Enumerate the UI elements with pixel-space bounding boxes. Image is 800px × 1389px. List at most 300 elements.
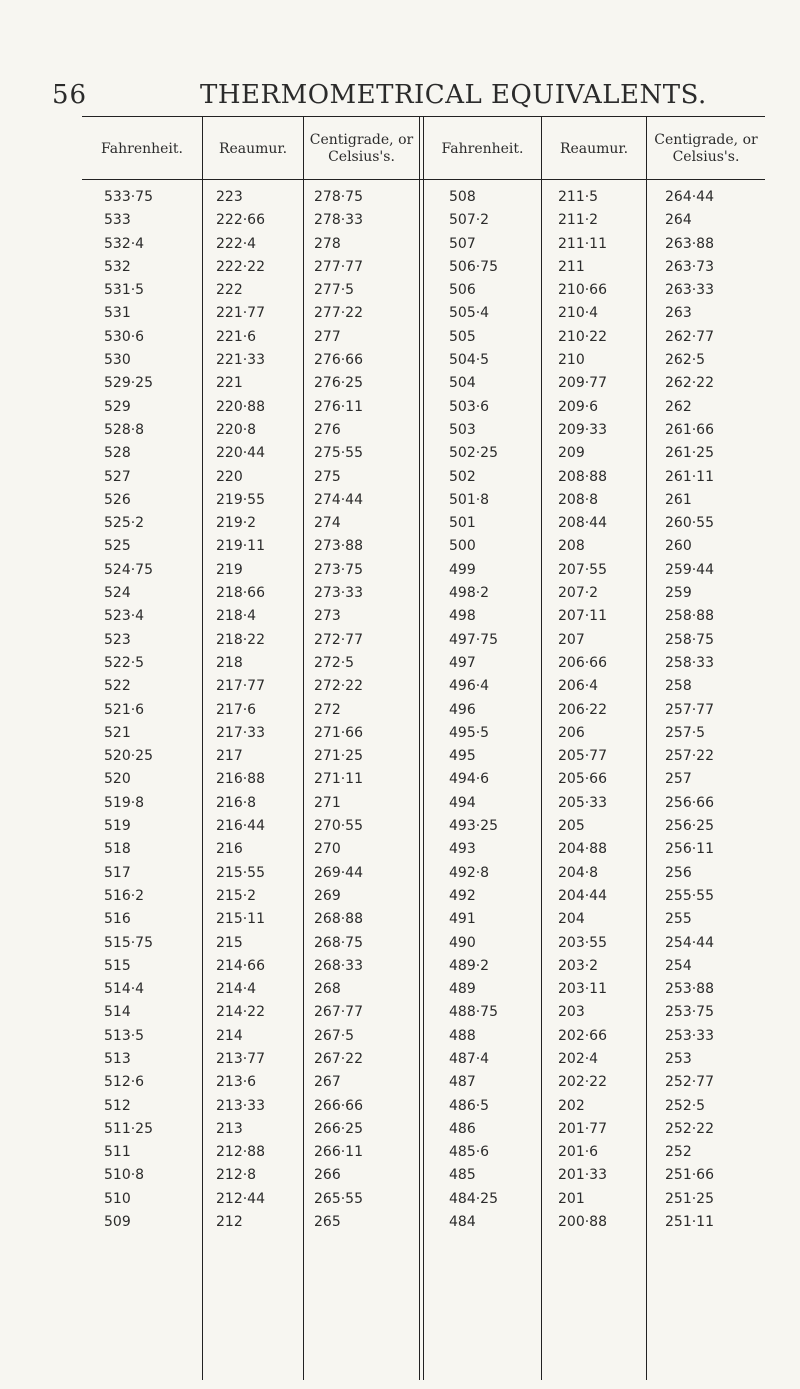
fahrenheit-cell: 531	[104, 305, 131, 322]
fahrenheit-cell: 526	[104, 491, 131, 508]
table-row	[82, 1071, 765, 1094]
fahrenheit-cell: 527	[104, 468, 131, 485]
fahrenheit-cell: 521·6	[104, 701, 145, 718]
centigrade-cell: 258·75	[665, 631, 714, 648]
fahrenheit-cell: 484·25	[449, 1190, 498, 1207]
reaumur-cell: 211·11	[558, 235, 607, 252]
centigrade-cell: 271·25	[314, 748, 363, 765]
centigrade-cell: 267·77	[314, 1004, 363, 1021]
reaumur-cell: 216·88	[216, 771, 265, 788]
fahrenheit-cell: 484	[449, 1214, 476, 1231]
centigrade-cell: 262·77	[665, 328, 714, 345]
centigrade-cell: 272·5	[314, 654, 355, 671]
fahrenheit-cell: 502·25	[449, 445, 498, 462]
fahrenheit-cell: 489·2	[449, 957, 490, 974]
fahrenheit-cell: 499	[449, 561, 476, 578]
fahrenheit-cell: 533·75	[104, 189, 153, 205]
reaumur-cell: 221·6	[216, 328, 257, 345]
fahrenheit-cell: 516·2	[104, 887, 145, 904]
fahrenheit-cell: 498·2	[449, 585, 490, 602]
fahrenheit-cell: 532	[104, 258, 131, 275]
centigrade-cell: 264	[665, 212, 692, 229]
centigrade-cell: 258·88	[665, 608, 714, 625]
reaumur-cell: 202	[558, 1097, 585, 1114]
fahrenheit-cell: 494	[449, 794, 476, 811]
reaumur-cell: 207·11	[558, 608, 607, 625]
centigrade-cell: 256	[665, 864, 692, 881]
reaumur-cell: 222·22	[216, 258, 265, 275]
fahrenheit-cell: 485	[449, 1167, 476, 1184]
fahrenheit-cell: 509	[104, 1214, 131, 1231]
fahrenheit-cell: 504·5	[449, 352, 490, 369]
fahrenheit-cell: 517	[104, 864, 131, 881]
centigrade-cell: 273·75	[314, 561, 363, 578]
fahrenheit-cell: 489	[449, 981, 476, 998]
reaumur-cell: 215	[216, 934, 243, 951]
fahrenheit-cell: 525	[104, 538, 131, 555]
running-title: THERMOMETRICAL EQUIVALENTS.	[200, 80, 707, 110]
fahrenheit-cell: 520·25	[104, 748, 153, 765]
centigrade-cell: 278·33	[314, 212, 363, 229]
centigrade-cell: 253·88	[665, 981, 714, 998]
fahrenheit-cell: 529·25	[104, 375, 153, 392]
centigrade-cell: 257·5	[665, 724, 706, 741]
centigrade-cell: 277·77	[314, 258, 363, 275]
conversion-table	[82, 116, 765, 1380]
reaumur-cell: 201	[558, 1190, 585, 1207]
fahrenheit-cell: 514·4	[104, 981, 145, 998]
reaumur-cell: 219·11	[216, 538, 265, 555]
fahrenheit-cell: 519	[104, 818, 131, 835]
reaumur-cell: 214·22	[216, 1004, 265, 1021]
table-row	[82, 862, 765, 885]
centigrade-cell: 257·77	[665, 701, 714, 718]
page-number: 56	[52, 80, 88, 110]
fahrenheit-cell: 495·5	[449, 724, 490, 741]
centigrade-cell: 263·88	[665, 235, 714, 252]
centigrade-cell: 271·66	[314, 724, 363, 741]
reaumur-cell: 212·44	[216, 1190, 265, 1207]
reaumur-cell: 220·88	[216, 398, 265, 415]
centigrade-cell: 254	[665, 957, 692, 974]
fahrenheit-cell: 500	[449, 538, 476, 555]
reaumur-cell: 201·77	[558, 1120, 607, 1137]
fahrenheit-cell: 507	[449, 235, 476, 252]
centigrade-cell: 272·22	[314, 678, 363, 695]
table-row	[82, 932, 765, 955]
centigrade-cell: 275	[314, 468, 341, 485]
fahrenheit-cell: 501	[449, 515, 476, 532]
fahrenheit-cell: 532·4	[104, 235, 145, 252]
fahrenheit-cell: 494·6	[449, 771, 490, 788]
reaumur-cell: 204·88	[558, 841, 607, 858]
fahrenheit-cell: 508	[449, 189, 476, 205]
reaumur-cell: 219	[216, 561, 243, 578]
fahrenheit-cell: 528	[104, 445, 131, 462]
centigrade-cell: 254·44	[665, 934, 714, 951]
fahrenheit-cell: 528·8	[104, 421, 145, 438]
table-row	[82, 1141, 765, 1164]
reaumur-cell: 209·6	[558, 398, 599, 415]
centigrade-cell: 269	[314, 887, 341, 904]
table-row	[82, 722, 765, 745]
centigrade-cell: 251·66	[665, 1167, 714, 1184]
table-row	[82, 745, 765, 768]
reaumur-cell: 221	[216, 375, 243, 392]
table-row	[82, 466, 765, 489]
centigrade-cell: 275·55	[314, 445, 363, 462]
fahrenheit-cell: 490	[449, 934, 476, 951]
column-header-centigrade: Centigrade, or Celsius's.	[309, 132, 414, 165]
reaumur-cell: 205	[558, 818, 585, 835]
centigrade-cell: 251·25	[665, 1190, 714, 1207]
reaumur-cell: 222·66	[216, 212, 265, 229]
fahrenheit-cell: 496·4	[449, 678, 490, 695]
fahrenheit-cell: 503	[449, 421, 476, 438]
reaumur-cell: 211·2	[558, 212, 599, 229]
table-row	[82, 699, 765, 722]
fahrenheit-cell: 530·6	[104, 328, 145, 345]
fahrenheit-cell: 523·4	[104, 608, 145, 625]
table-row	[82, 186, 765, 209]
reaumur-cell: 214·66	[216, 957, 265, 974]
table-row	[82, 1188, 765, 1211]
centigrade-cell: 252·77	[665, 1074, 714, 1091]
centigrade-cell: 263·33	[665, 282, 714, 299]
table-row	[82, 1025, 765, 1048]
reaumur-cell: 206·66	[558, 654, 607, 671]
centigrade-cell: 252·22	[665, 1120, 714, 1137]
reaumur-cell: 216	[216, 841, 243, 858]
reaumur-cell: 218	[216, 654, 243, 671]
centigrade-cell: 253·75	[665, 1004, 714, 1021]
reaumur-cell: 200·88	[558, 1214, 607, 1231]
reaumur-cell: 221·77	[216, 305, 265, 322]
centigrade-cell: 268·33	[314, 957, 363, 974]
table-row	[82, 372, 765, 395]
fahrenheit-cell: 491	[449, 911, 476, 928]
centigrade-cell: 278·75	[314, 189, 363, 205]
centigrade-cell: 271·11	[314, 771, 363, 788]
centigrade-cell: 270	[314, 841, 341, 858]
centigrade-cell: 255·55	[665, 887, 714, 904]
table-row	[82, 652, 765, 675]
table-row	[82, 768, 765, 791]
fahrenheit-cell: 486·5	[449, 1097, 490, 1114]
reaumur-cell: 217·6	[216, 701, 257, 718]
centigrade-cell: 267	[314, 1074, 341, 1091]
reaumur-cell: 206	[558, 724, 585, 741]
reaumur-cell: 209	[558, 445, 585, 462]
fahrenheit-cell: 516	[104, 911, 131, 928]
centigrade-cell: 274	[314, 515, 341, 532]
table-row	[82, 209, 765, 232]
fahrenheit-cell: 519·8	[104, 794, 145, 811]
table-row	[82, 396, 765, 419]
reaumur-cell: 213·6	[216, 1074, 257, 1091]
reaumur-cell: 206·22	[558, 701, 607, 718]
reaumur-cell: 203·11	[558, 981, 607, 998]
table-row	[82, 256, 765, 279]
fahrenheit-cell: 487·4	[449, 1050, 490, 1067]
reaumur-cell: 220·8	[216, 421, 257, 438]
reaumur-cell: 210·22	[558, 328, 607, 345]
fahrenheit-cell: 486	[449, 1120, 476, 1137]
centigrade-cell: 258	[665, 678, 692, 695]
reaumur-cell: 209·33	[558, 421, 607, 438]
centigrade-cell: 256·11	[665, 841, 714, 858]
reaumur-cell: 211	[558, 258, 585, 275]
fahrenheit-cell: 533	[104, 212, 131, 229]
centigrade-cell: 276	[314, 421, 341, 438]
reaumur-cell: 220·44	[216, 445, 265, 462]
reaumur-cell: 207·55	[558, 561, 607, 578]
fahrenheit-cell: 501·8	[449, 491, 490, 508]
reaumur-cell: 207·2	[558, 585, 599, 602]
table-row	[82, 605, 765, 628]
centigrade-cell: 271	[314, 794, 341, 811]
centigrade-cell: 257·22	[665, 748, 714, 765]
reaumur-cell: 212·88	[216, 1144, 265, 1161]
fahrenheit-cell: 520	[104, 771, 131, 788]
table-row	[82, 1118, 765, 1141]
fahrenheit-cell: 497·75	[449, 631, 498, 648]
column-header-fahrenheit: Fahrenheit.	[441, 140, 524, 157]
table-row	[82, 349, 765, 372]
reaumur-cell: 208·44	[558, 515, 607, 532]
centigrade-cell: 277·22	[314, 305, 363, 322]
table-row	[82, 815, 765, 838]
centigrade-cell: 266	[314, 1167, 341, 1184]
reaumur-cell: 221·33	[216, 352, 265, 369]
fahrenheit-cell: 512	[104, 1097, 131, 1114]
reaumur-cell: 222·4	[216, 235, 257, 252]
table-row	[82, 675, 765, 698]
centigrade-cell: 261·66	[665, 421, 714, 438]
reaumur-cell: 211·5	[558, 189, 599, 205]
fahrenheit-cell: 511·25	[104, 1120, 153, 1137]
reaumur-cell: 203	[558, 1004, 585, 1021]
table-row	[82, 1001, 765, 1024]
table-row	[82, 489, 765, 512]
fahrenheit-cell: 513·5	[104, 1027, 145, 1044]
fahrenheit-cell: 495	[449, 748, 476, 765]
centigrade-cell: 255	[665, 911, 692, 928]
column-header-reaumur: Reaumur.	[559, 140, 629, 157]
centigrade-cell: 252·5	[665, 1097, 706, 1114]
centigrade-cell: 268·88	[314, 911, 363, 928]
reaumur-cell: 208·8	[558, 491, 599, 508]
centigrade-cell: 269·44	[314, 864, 363, 881]
reaumur-cell: 201·33	[558, 1167, 607, 1184]
reaumur-cell: 204	[558, 911, 585, 928]
centigrade-cell: 270·55	[314, 818, 363, 835]
reaumur-cell: 208·88	[558, 468, 607, 485]
fahrenheit-cell: 523	[104, 631, 131, 648]
fahrenheit-cell: 492	[449, 887, 476, 904]
fahrenheit-cell: 510	[104, 1190, 131, 1207]
fahrenheit-cell: 504	[449, 375, 476, 392]
centigrade-cell: 258·33	[665, 654, 714, 671]
centigrade-cell: 266·11	[314, 1144, 363, 1161]
fahrenheit-cell: 522	[104, 678, 131, 695]
reaumur-cell: 210·66	[558, 282, 607, 299]
centigrade-cell: 262·5	[665, 352, 706, 369]
centigrade-cell: 262·22	[665, 375, 714, 392]
reaumur-cell: 213·77	[216, 1050, 265, 1067]
reaumur-cell: 205·77	[558, 748, 607, 765]
table-row	[82, 512, 765, 535]
reaumur-cell: 217·77	[216, 678, 265, 695]
column-header-fahrenheit: Fahrenheit.	[101, 140, 183, 157]
reaumur-cell: 209·77	[558, 375, 607, 392]
reaumur-cell: 215·11	[216, 911, 265, 928]
fahrenheit-cell: 515·75	[104, 934, 153, 951]
reaumur-cell: 217·33	[216, 724, 265, 741]
centigrade-cell: 265	[314, 1214, 341, 1231]
table-row	[82, 1095, 765, 1118]
table-row	[82, 838, 765, 861]
table-row	[82, 885, 765, 908]
table-row	[82, 629, 765, 652]
centigrade-cell: 261·25	[665, 445, 714, 462]
column-header-reaumur: Reaumur.	[218, 140, 288, 157]
centigrade-cell: 256·66	[665, 794, 714, 811]
fahrenheit-cell: 511	[104, 1144, 131, 1161]
fahrenheit-cell: 515	[104, 957, 131, 974]
fahrenheit-cell: 529	[104, 398, 131, 415]
reaumur-cell: 203·2	[558, 957, 599, 974]
fahrenheit-cell: 492·8	[449, 864, 490, 881]
centigrade-cell: 261·11	[665, 468, 714, 485]
table-row	[82, 442, 765, 465]
reaumur-cell: 215·55	[216, 864, 265, 881]
centigrade-cell: 276·25	[314, 375, 363, 392]
reaumur-cell: 204·44	[558, 887, 607, 904]
fahrenheit-cell: 506	[449, 282, 476, 299]
fahrenheit-cell: 493·25	[449, 818, 498, 835]
centigrade-cell: 267·5	[314, 1027, 355, 1044]
table-row	[82, 792, 765, 815]
fahrenheit-cell: 510·8	[104, 1167, 145, 1184]
fahrenheit-cell: 485·6	[449, 1144, 490, 1161]
centigrade-cell: 277·5	[314, 282, 355, 299]
centigrade-cell: 265·55	[314, 1190, 363, 1207]
centigrade-cell: 268	[314, 981, 341, 998]
table-row	[82, 233, 765, 256]
reaumur-cell: 213	[216, 1120, 243, 1137]
centigrade-cell: 261	[665, 491, 692, 508]
fahrenheit-cell: 531·5	[104, 282, 145, 299]
centigrade-cell: 272·77	[314, 631, 363, 648]
reaumur-cell: 210	[558, 352, 585, 369]
fahrenheit-cell: 498	[449, 608, 476, 625]
reaumur-cell: 212	[216, 1214, 243, 1231]
fahrenheit-cell: 521	[104, 724, 131, 741]
reaumur-cell: 222	[216, 282, 243, 299]
centigrade-cell: 273	[314, 608, 341, 625]
fahrenheit-cell: 530	[104, 352, 131, 369]
fahrenheit-cell: 525·2	[104, 515, 145, 532]
fahrenheit-cell: 497	[449, 654, 476, 671]
fahrenheit-cell: 505	[449, 328, 476, 345]
fahrenheit-cell: 502	[449, 468, 476, 485]
fahrenheit-cell: 488·75	[449, 1004, 498, 1021]
fahrenheit-cell: 505·4	[449, 305, 490, 322]
fahrenheit-cell: 507·2	[449, 212, 490, 229]
table-row	[82, 302, 765, 325]
table-row	[82, 279, 765, 302]
table-row	[82, 1211, 765, 1234]
fahrenheit-cell: 524	[104, 585, 131, 602]
centigrade-cell: 273·33	[314, 585, 363, 602]
reaumur-cell: 207	[558, 631, 585, 648]
centigrade-cell: 274·44	[314, 491, 363, 508]
table-row	[82, 559, 765, 582]
table-row	[82, 955, 765, 978]
table-row	[82, 582, 765, 605]
centigrade-cell: 272	[314, 701, 341, 718]
table-row	[82, 978, 765, 1001]
reaumur-cell: 203·55	[558, 934, 607, 951]
centigrade-cell: 277	[314, 328, 341, 345]
centigrade-cell: 260·55	[665, 515, 714, 532]
reaumur-cell: 219·55	[216, 491, 265, 508]
centigrade-cell: 263	[665, 305, 692, 322]
reaumur-cell: 218·22	[216, 631, 265, 648]
centigrade-cell: 251·11	[665, 1214, 714, 1231]
reaumur-cell: 214	[216, 1027, 243, 1044]
reaumur-cell: 202·4	[558, 1050, 599, 1067]
centigrade-cell: 257	[665, 771, 692, 788]
column-header-centigrade: Centigrade, or Celsius's.	[654, 132, 758, 165]
reaumur-cell: 205·33	[558, 794, 607, 811]
fahrenheit-cell: 513	[104, 1050, 131, 1067]
table-row	[82, 419, 765, 442]
fahrenheit-cell: 487	[449, 1074, 476, 1091]
table-row	[82, 1164, 765, 1187]
table-row	[82, 1048, 765, 1071]
centigrade-cell: 267·22	[314, 1050, 363, 1067]
reaumur-cell: 201·6	[558, 1144, 599, 1161]
reaumur-cell: 223	[216, 189, 243, 205]
centigrade-cell: 252	[665, 1144, 692, 1161]
reaumur-cell: 214·4	[216, 981, 257, 998]
reaumur-cell: 219·2	[216, 515, 257, 532]
centigrade-cell: 262	[665, 398, 692, 415]
centigrade-cell: 256·25	[665, 818, 714, 835]
centigrade-cell: 273·88	[314, 538, 363, 555]
reaumur-cell: 216·44	[216, 818, 265, 835]
centigrade-cell: 266·25	[314, 1120, 363, 1137]
reaumur-cell: 202·66	[558, 1027, 607, 1044]
reaumur-cell: 208	[558, 538, 585, 555]
centigrade-cell: 259	[665, 585, 692, 602]
table-row	[82, 908, 765, 931]
reaumur-cell: 213·33	[216, 1097, 265, 1114]
reaumur-cell: 206·4	[558, 678, 599, 695]
fahrenheit-cell: 522·5	[104, 654, 145, 671]
fahrenheit-cell: 503·6	[449, 398, 490, 415]
centigrade-cell: 253	[665, 1050, 692, 1067]
centigrade-cell: 276·11	[314, 398, 363, 415]
fahrenheit-cell: 512·6	[104, 1074, 145, 1091]
table-body	[82, 186, 765, 1234]
fahrenheit-cell: 506·75	[449, 258, 498, 275]
table-row	[82, 326, 765, 349]
centigrade-cell: 260	[665, 538, 692, 555]
fahrenheit-cell: 493	[449, 841, 476, 858]
